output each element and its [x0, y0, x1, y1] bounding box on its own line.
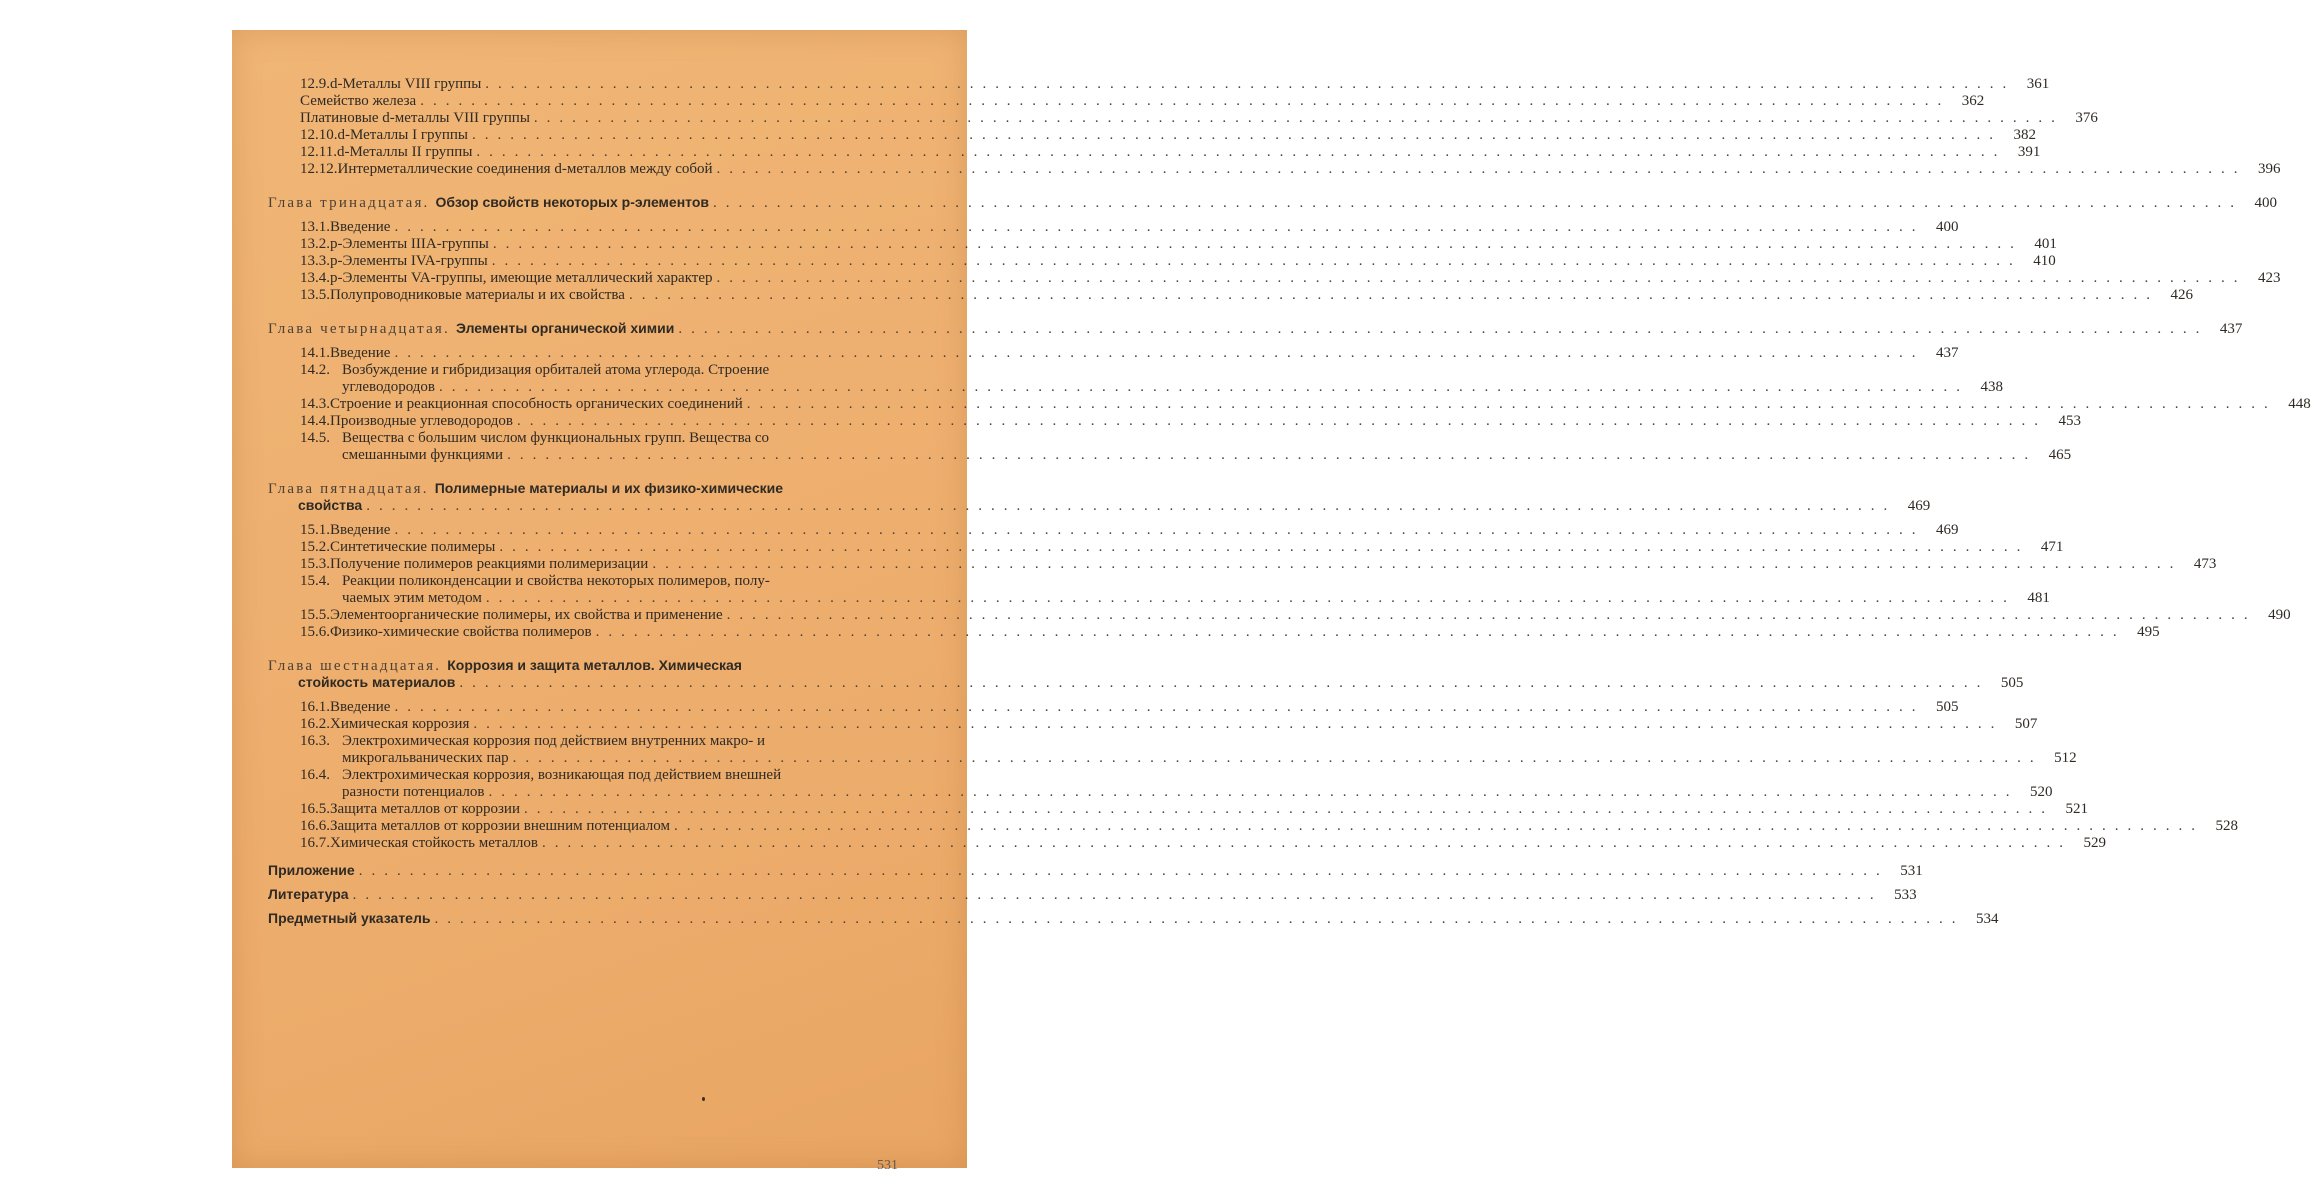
chapter-title-cont: свойства [298, 497, 363, 513]
chapter-heading [268, 657, 909, 674]
chapter-title-cont: стойкость материалов [298, 674, 456, 690]
section-title: d-Металлы II группы [336, 144, 473, 160]
section-number: 14.5. [300, 430, 330, 446]
section-title: Введение [330, 345, 391, 361]
section-number: 12.12. [300, 161, 338, 177]
page-number: 426 [2170, 287, 2193, 303]
toc-entry [300, 396, 2311, 413]
dot-leader: ........................................................................................................................ [394, 522, 1925, 538]
toc-entry [300, 818, 2238, 835]
section-title-cont: чаемых этим методом [342, 590, 482, 606]
toc-entry [300, 573, 909, 590]
chapter-heading [268, 194, 2277, 211]
toc-entry [300, 430, 909, 447]
page-number: 471 [2040, 539, 2064, 555]
page-number: 362 [1961, 93, 1985, 109]
section-number: 13.1. [300, 219, 330, 235]
section-number: 15.1. [300, 522, 330, 538]
chapter-heading [268, 320, 2243, 337]
page-number: 490 [2268, 607, 2291, 623]
page-number: 505 [2000, 675, 2024, 691]
section-number: 12.10. [300, 127, 338, 143]
dot-leader: ........................................................................................................................ [394, 219, 1925, 235]
dot-leader: ........................................................................................................................ [471, 127, 2002, 143]
page-number: 512 [2054, 750, 2077, 766]
dot-leader: ........................................................................................................................ [499, 539, 2030, 555]
dot-leader: ........................................................................................................................ [476, 144, 2007, 160]
section-title-cont: углеводородов [342, 379, 435, 395]
page-number: 533 [1894, 887, 1917, 903]
toc-entry [300, 287, 2193, 304]
page-number: 531 [1900, 863, 1923, 879]
page-number: 507 [2014, 716, 2038, 732]
dot-leader: ........................................................................................................................ [507, 447, 2038, 463]
toc-entry [300, 236, 2057, 253]
section-title: p-Элементы IVA-группы [330, 253, 488, 269]
section-number: 14.3. [300, 396, 330, 412]
dot-leader: ........................................................................................................................ [485, 590, 2016, 606]
section-number: 15.3. [300, 556, 330, 572]
toc-entry [300, 835, 2106, 852]
section-title: Возбуждение и гибридизация орбиталей атома углерода. Строение [342, 362, 770, 378]
toc-entry [300, 76, 2050, 93]
page-footer-number: 531 [877, 1158, 898, 1173]
section-title: Введение [330, 699, 391, 715]
section-number: 14.2. [300, 362, 330, 378]
dot-leader: ........................................................................................................................ [420, 93, 1951, 109]
back-matter-title: Приложение [268, 862, 355, 878]
back-matter-title: Литература [268, 886, 349, 902]
section-title: Химическая стойкость металлов [330, 835, 538, 851]
page-number: 438 [1980, 379, 2003, 395]
page-number: 481 [2027, 590, 2050, 606]
section-number: 12.9. [300, 76, 330, 92]
chapter-heading [268, 480, 909, 497]
dot-leader: ........................................................................................................................ [726, 607, 2257, 623]
section-number: 13.2. [300, 236, 330, 252]
chapter-title: Обзор свойств некоторых p-элементов [435, 194, 709, 210]
page-number: 529 [2083, 835, 2106, 851]
section-title: Интерметаллические соединения d-металлов между собой [337, 161, 713, 177]
dot-leader: ........................................................................................................................ [352, 887, 1883, 903]
dot-leader: ........................................................................................................................ [673, 818, 2204, 834]
page-number: 469 [1935, 522, 1959, 538]
toc-entry [300, 733, 909, 750]
section-title: Защита металлов от коррозии [330, 801, 520, 817]
dot-leader: ........................................................................................................................ [541, 835, 2072, 851]
chapter-heading-continuation [298, 497, 1931, 514]
dot-leader: ........................................................................................................................ [652, 556, 2183, 572]
section-title: d-Металлы VIII группы [330, 76, 482, 92]
dot-leader: ........................................................................................................................ [366, 498, 1897, 514]
page-number: 534 [1975, 911, 1999, 927]
page-number: 473 [2193, 556, 2217, 572]
section-number: 16.4. [300, 767, 330, 783]
dot-leader: ........................................................................................................................ [473, 716, 2004, 732]
toc-entry [300, 699, 1959, 716]
section-number: 15.6. [300, 624, 330, 640]
dot-leader: ........................................................................................................................ [394, 699, 1925, 715]
page-number: 520 [2029, 784, 2053, 800]
page-number: 396 [2258, 161, 2281, 177]
section-number: 13.3. [300, 253, 330, 269]
section-title: Электрохимическая коррозия под действием внутренних макро- и [342, 733, 766, 749]
dot-leader: ........................................................................................................................ [713, 195, 2243, 211]
chapter-title: Элементы органической химии [455, 320, 675, 336]
page-number: 521 [2065, 801, 2088, 817]
page-number: 453 [2058, 413, 2081, 429]
toc-entry [300, 716, 2038, 733]
chapter-heading-continuation [298, 674, 2024, 691]
section-title: Защита металлов от коррозии внешним потенциалом [330, 818, 670, 834]
section-title: Платиновые d-металлы VIII группы [300, 110, 530, 126]
section-title: p-Элементы IIIA-группы [330, 236, 489, 252]
page-number: 469 [1907, 498, 1931, 514]
page-number: 400 [2254, 195, 2277, 211]
toc-entry [300, 253, 2056, 270]
section-number: 13.4. [300, 270, 330, 286]
page-number: 376 [2075, 110, 2098, 126]
dot-leader: ........................................................................................................................ [678, 321, 2209, 337]
section-number: 16.1. [300, 699, 330, 715]
chapter-title: Полимерные материалы и их физико-химические [434, 480, 784, 496]
toc-entry [300, 607, 2291, 624]
toc-entry [300, 144, 2041, 161]
toc-entry-continuation [342, 590, 2050, 607]
chapter-label: Глава тринадцатая. [268, 195, 430, 211]
page-number: 528 [2215, 818, 2238, 834]
dot-leader: ........................................................................................................................ [524, 801, 2054, 817]
section-title: Строение и реакционная способность органических соединений [330, 396, 743, 412]
page-number: 465 [2048, 447, 2072, 463]
toc-entry [300, 219, 1959, 236]
section-number: 15.2. [300, 539, 330, 555]
dot-leader: ........................................................................................................................ [516, 413, 2047, 429]
section-number: 14.4. [300, 413, 330, 429]
dot-leader: ........................................................................................................................ [492, 236, 2023, 252]
toc-entry [300, 270, 2281, 287]
page-number: 401 [2034, 236, 2057, 252]
page-number: 361 [2026, 76, 2050, 92]
chapter-label: Глава четырнадцатая. [268, 321, 450, 337]
page-number: 423 [2258, 270, 2281, 286]
back-matter-entry [268, 862, 1923, 879]
table-of-contents [232, 30, 2311, 1168]
section-title: Введение [330, 522, 391, 538]
toc-entry [300, 556, 2217, 573]
toc-entry-continuation [342, 784, 2053, 801]
section-title: p-Элементы VA-группы, имеющие металлический характер [330, 270, 713, 286]
page-number: 382 [2013, 127, 2036, 143]
section-number: 13.5. [300, 287, 330, 303]
section-title: Электрохимическая коррозия, возникающая под действием внешней [342, 767, 782, 783]
toc-entry-continuation [342, 447, 2072, 464]
dot-leader: ........................................................................................................................ [746, 396, 2277, 412]
section-title: Семейство железа [300, 93, 417, 109]
section-number: 15.4. [300, 573, 330, 589]
dot-leader: ........................................................................................................................ [595, 624, 2126, 640]
section-title: d-Металлы I группы [337, 127, 468, 143]
dot-leader: ........................................................................................................................ [716, 270, 2247, 286]
toc-entry [300, 362, 909, 379]
dot-leader: ........................................................................................................................ [491, 253, 2022, 269]
section-number: 16.2. [300, 716, 330, 732]
dot-leader: ........................................................................................................................ [434, 911, 1965, 927]
section-number: 15.5. [300, 607, 330, 623]
dot-leader: ........................................................................................................................ [488, 784, 2019, 800]
page-number: 400 [1935, 219, 1959, 235]
toc-entry [300, 127, 2036, 144]
book-page [232, 30, 2311, 1173]
back-matter-title: Предметный указатель [268, 910, 431, 926]
section-title: Полупроводниковые материалы и их свойства [330, 287, 625, 303]
toc-entry-continuation [342, 379, 2003, 396]
toc-entry [300, 801, 2088, 818]
chapter-label: Глава пятнадцатая. [268, 481, 429, 497]
section-title-cont: микрогальванических пар [342, 750, 509, 766]
dot-leader: ........................................................................................................................ [439, 379, 1969, 395]
page-number: 437 [1935, 345, 1959, 361]
section-title: Получение полимеров реакциями полимеризации [330, 556, 649, 572]
section-title: Элементоорганические полимеры, их свойства и применение [330, 607, 723, 623]
section-title: Реакции поликонденсации и свойства некоторых полимеров, полу- [342, 573, 770, 589]
dot-leader: ........................................................................................................................ [394, 345, 1925, 361]
chapter-label: Глава шестнадцатая. [268, 658, 442, 674]
toc-entry [300, 110, 2098, 127]
section-number: 14.1. [300, 345, 330, 361]
section-title-cont: разности потенциалов [342, 784, 485, 800]
dot-leader: ........................................................................................................................ [716, 161, 2247, 177]
section-title: Физико-химические свойства полимеров [330, 624, 592, 640]
page-number: 437 [2219, 321, 2243, 337]
dot-leader: ........................................................................................................................ [512, 750, 2043, 766]
section-title: Введение [330, 219, 391, 235]
section-number: 16.3. [300, 733, 330, 749]
section-number: 16.5. [300, 801, 330, 817]
toc-entry-continuation [342, 750, 2077, 767]
page-number: 505 [1935, 699, 1959, 715]
section-title: Химическая коррозия [330, 716, 470, 732]
toc-entry [300, 161, 2281, 178]
toc-entry [300, 767, 909, 784]
section-title-cont: смешанными функциями [342, 447, 504, 463]
section-number: 16.7. [300, 835, 330, 851]
page-number: 391 [2017, 144, 2041, 160]
back-matter-entry [268, 886, 1917, 903]
section-number: 12.11. [300, 144, 337, 160]
toc-entry [300, 624, 2160, 641]
dot-leader: ........................................................................................................................ [533, 110, 2064, 126]
dot-leader: ........................................................................................................................ [358, 863, 1889, 879]
toc-entry [300, 522, 1959, 539]
dot-leader: ........................................................................................................................ [628, 287, 2159, 303]
section-title: Вещества с большим числом функциональных групп. Вещества со [342, 430, 770, 446]
section-number: 16.6. [300, 818, 330, 834]
dot-leader: ........................................................................................................................ [485, 76, 2016, 92]
section-title: Производные углеводородов [330, 413, 513, 429]
toc-entry [300, 539, 2064, 556]
section-title: Синтетические полимеры [330, 539, 496, 555]
chapter-title: Коррозия и защита металлов. Химическая [447, 657, 742, 673]
page-number: 448 [2288, 396, 2311, 412]
dot-leader: ........................................................................................................................ [459, 675, 1990, 691]
toc-entry [300, 93, 1985, 110]
paper-speck [702, 1097, 705, 1101]
back-matter-entry [268, 910, 1999, 927]
page-number: 495 [2137, 624, 2160, 640]
toc-entry [300, 413, 2081, 430]
page-number: 410 [2033, 253, 2056, 269]
toc-entry [300, 345, 1959, 362]
